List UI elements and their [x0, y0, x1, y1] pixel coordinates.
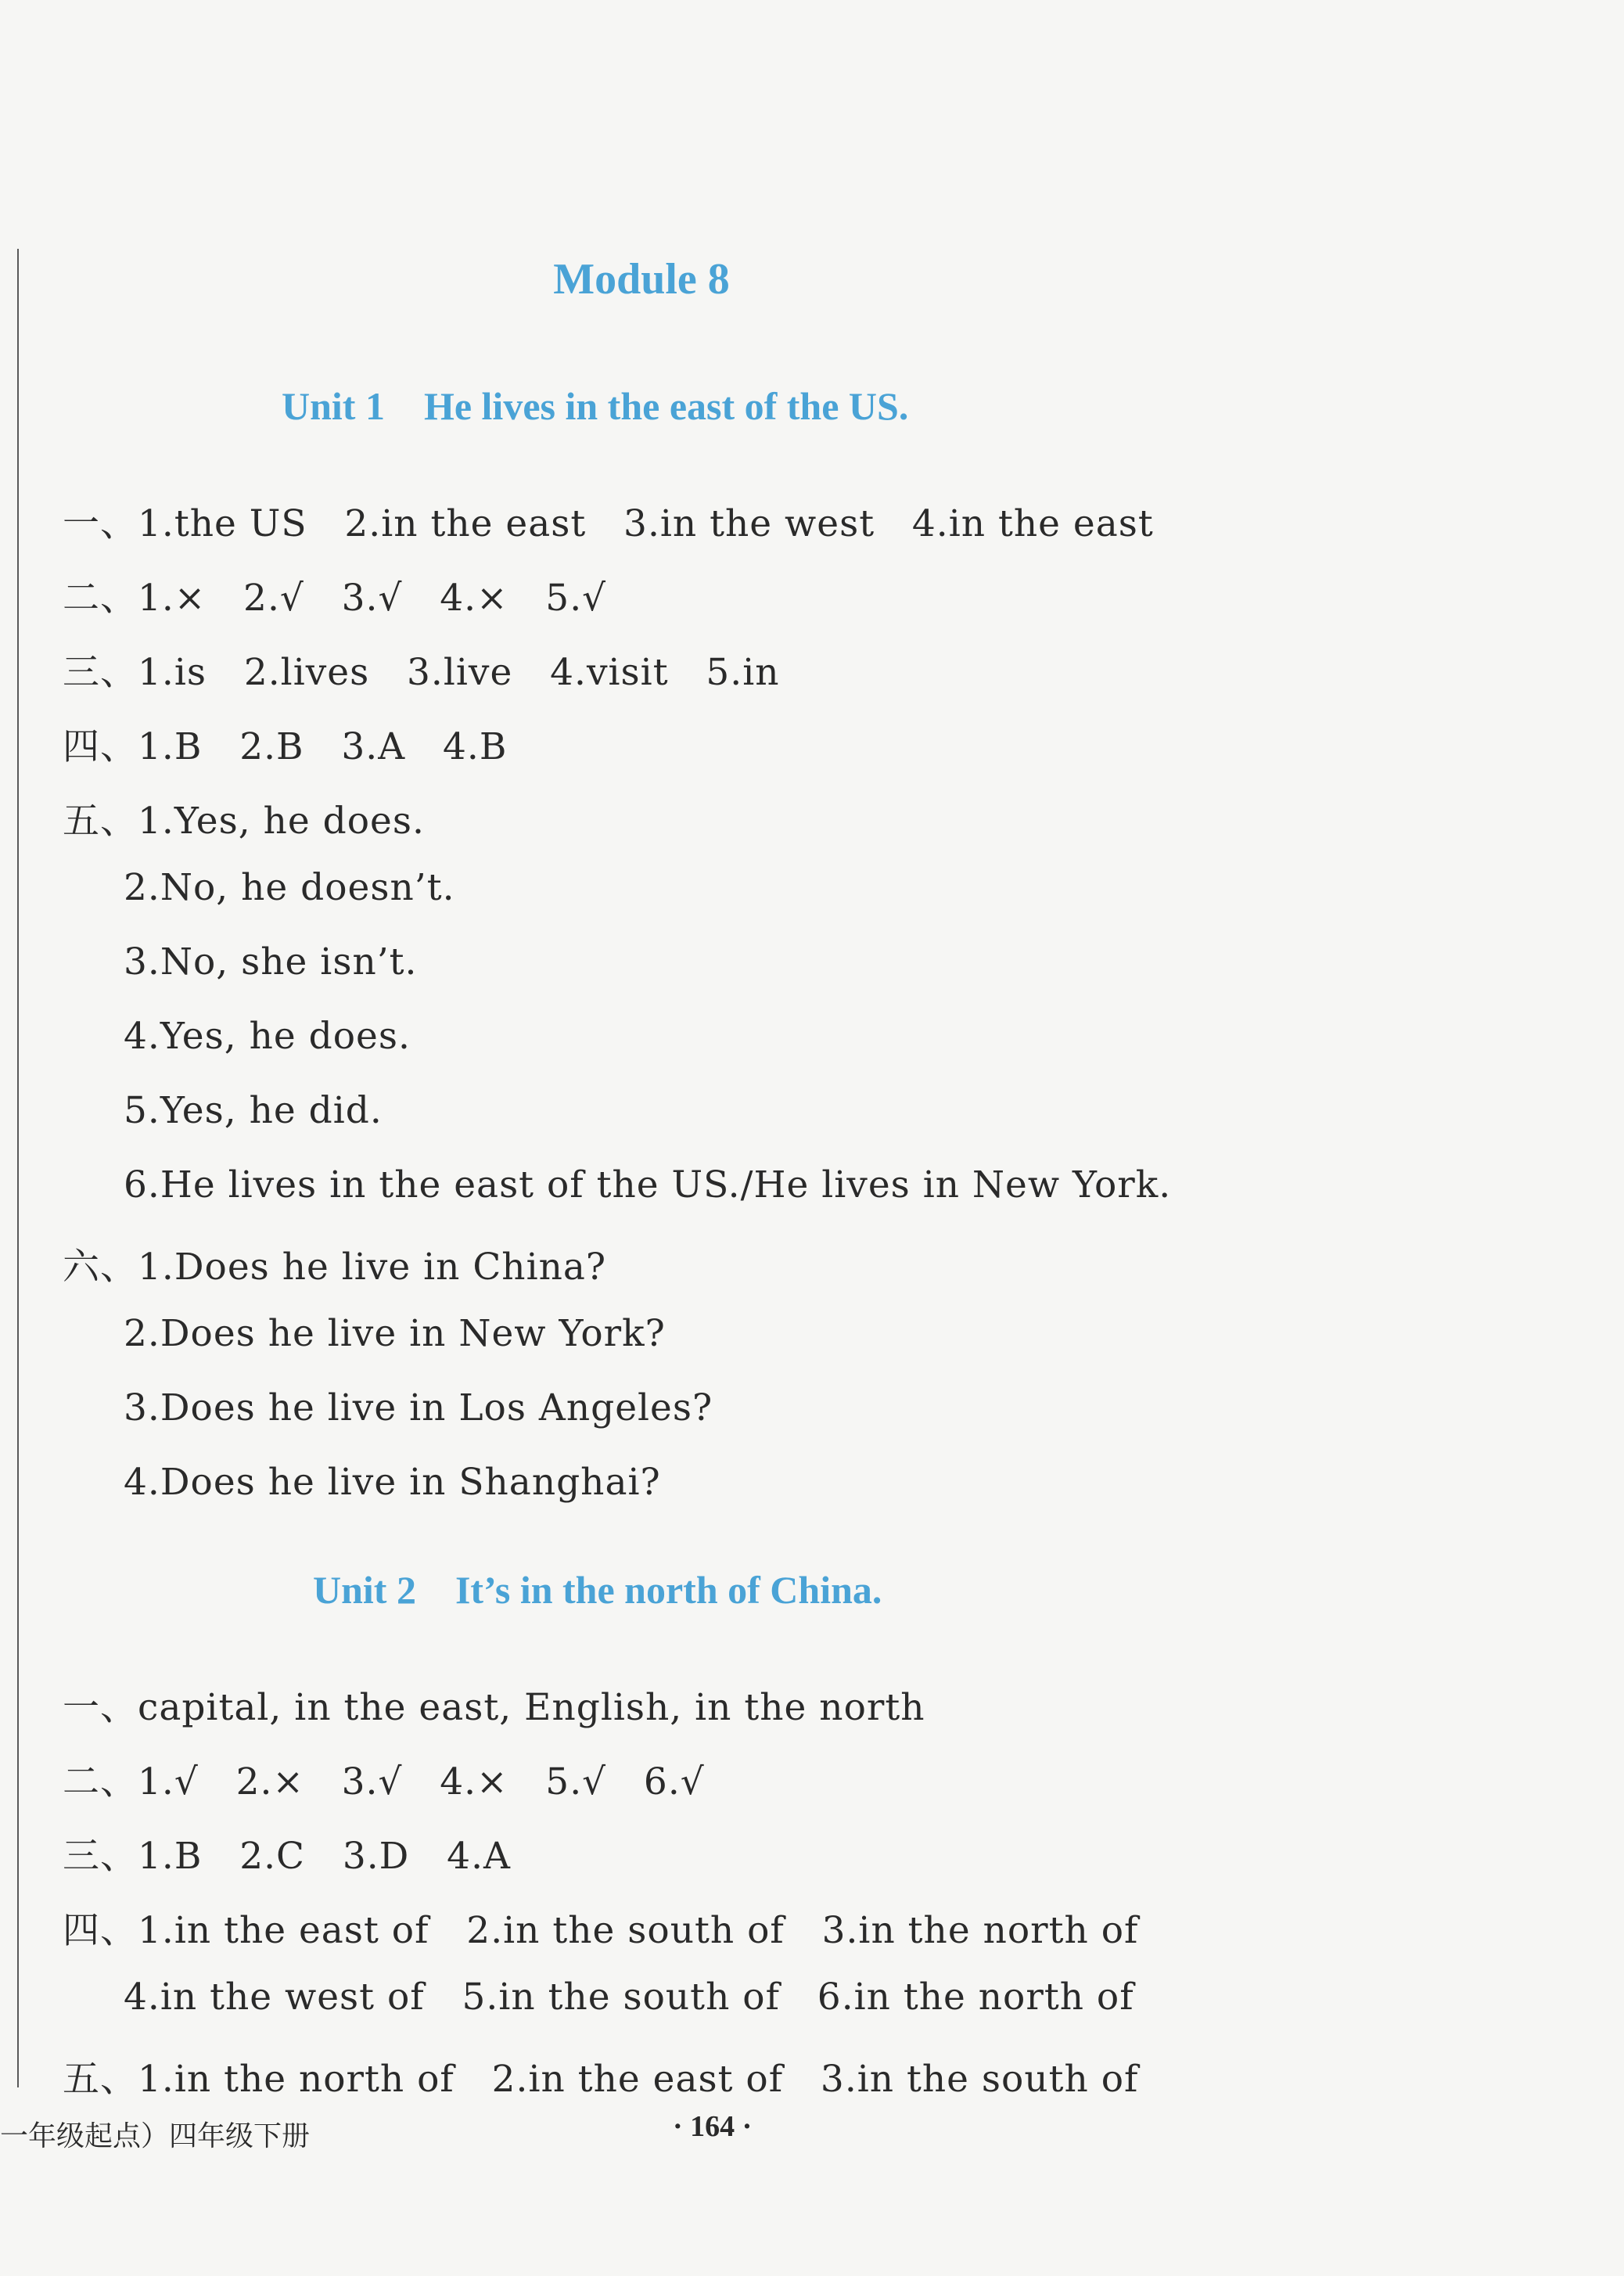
module-title: Module 8: [553, 255, 730, 304]
answer-line: 二、1.√ 2.× 3.√ 4.× 5.√ 6.√: [63, 1760, 705, 1803]
answer-line: 五、1.in the north of 2.in the east of 3.in the south of: [63, 2058, 1139, 2101]
answer-line: 6.He lives in the east of the US./He lives in New York.: [124, 1163, 1172, 1206]
answer-line: 2.No, he doesn’t.: [124, 866, 455, 909]
answer-line: 5.Yes, he did.: [124, 1089, 383, 1132]
answer-line: 3.No, she isn’t.: [124, 940, 418, 983]
answer-line: 六、1.Does he live in China?: [63, 1246, 607, 1289]
answer-line: 三、1.B 2.C 3.D 4.A: [63, 1835, 511, 1878]
answer-line: 三、1.is 2.lives 3.live 4.visit 5.in: [63, 651, 780, 694]
answer-line: 五、1.Yes, he does.: [63, 800, 425, 843]
page-number: · 164 ·: [673, 2110, 753, 2143]
answer-line: 一、1.the US 2.in the east 3.in the west 4.in the east: [63, 502, 1154, 545]
answer-line: 二、1.× 2.√ 3.√ 4.× 5.√: [63, 577, 607, 620]
answer-line: 4.Does he live in Shanghai?: [124, 1461, 661, 1504]
answer-line: 2.Does he live in New York?: [124, 1312, 666, 1355]
footer-book-title: 一年级起点）四年级下册: [0, 2120, 311, 2152]
unit-1-title: Unit 1 He lives in the east of the US.: [282, 384, 909, 428]
left-margin-rule: [17, 249, 19, 2087]
answer-line: 3.Does he live in Los Angeles?: [124, 1386, 713, 1429]
unit-2-title: Unit 2 It’s in the north of China.: [313, 1568, 882, 1612]
answer-line: 4.in the west of 5.in the south of 6.in the north of: [124, 1976, 1134, 2019]
answer-line: 四、1.B 2.B 3.A 4.B: [63, 725, 508, 768]
answer-line: 4.Yes, he does.: [124, 1015, 411, 1058]
answer-line: 四、1.in the east of 2.in the south of 3.in the north of: [63, 1909, 1139, 1952]
answer-line: 一、capital, in the east, English, in the north: [63, 1686, 925, 1729]
